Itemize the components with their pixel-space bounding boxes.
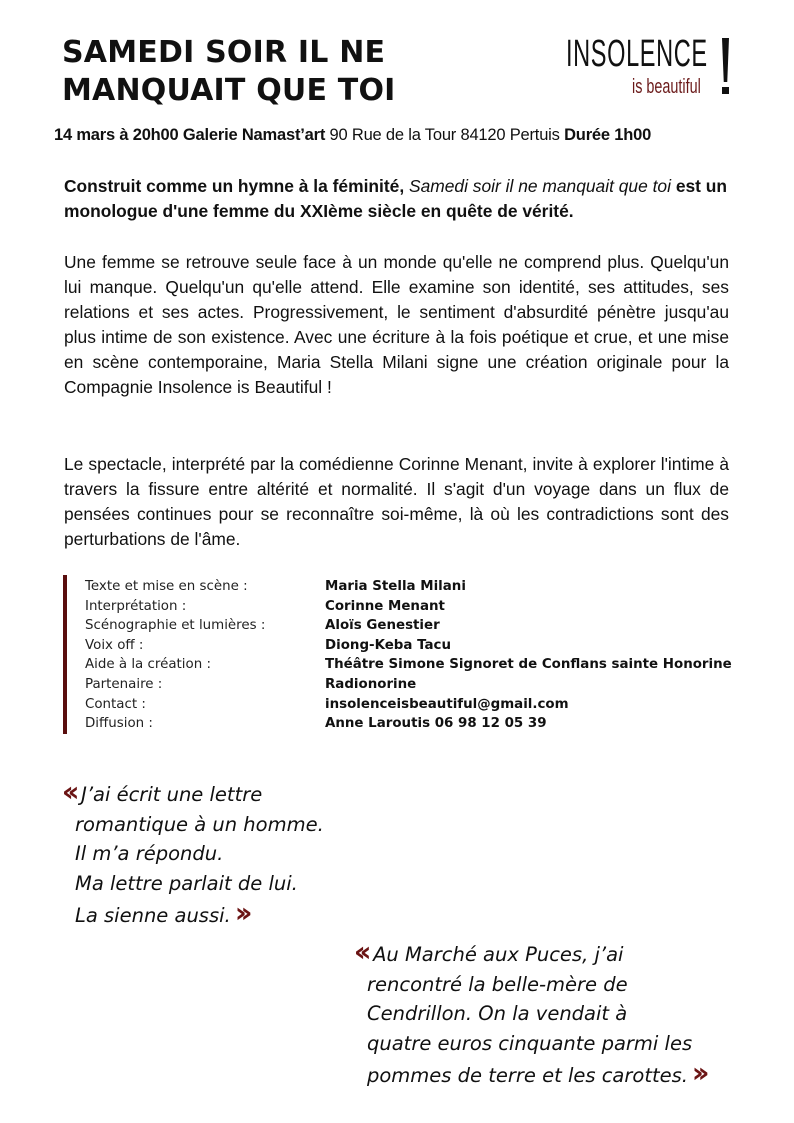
event-venue: Galerie Namast’art xyxy=(182,126,326,144)
quote-1 xyxy=(62,777,324,931)
logo-main-text: INSOLENCE xyxy=(566,33,708,75)
credit-label: Diffusion : xyxy=(85,716,153,732)
credit-label: Partenaire : xyxy=(85,677,163,692)
credit-value: Diong-Keba Tacu xyxy=(325,637,451,653)
page-title xyxy=(62,34,442,110)
quote-2-text-5: pommes de terre et les carottes. xyxy=(367,1064,688,1087)
intro-show-title: Samedi soir il ne manquait que toi xyxy=(409,176,671,196)
logo-exclamation-bar xyxy=(722,38,729,82)
event-date-time: 14 mars à 20h00 xyxy=(54,126,179,144)
quote-2-line-1 xyxy=(354,937,703,970)
quote-1-line-1 xyxy=(62,777,324,810)
quote-1-line-4: Ma lettre parlait de lui. xyxy=(75,871,298,895)
credit-value: Théâtre Simone Signoret de Conflans sainte Honorine xyxy=(325,657,732,673)
open-quote-icon: ‹‹ xyxy=(61,775,74,808)
synopsis-paragraph: Une femme se retrouve seule face à un monde qu'elle ne comprend plus. Quelqu'un lui manque. Quelqu'un qu'elle attend. Elle examine son identité, ses attitudes, ses relations et ses actes. Progressivement, le sentiment d'absurdité pénètre jusqu'au plus intime de son existence. Avec une écriture à la fois poétique et crue, et une mise en scène contemporaine, Maria Stella Milani signe une création originale pour la Compagnie Insolence is Beautiful ! xyxy=(64,252,729,397)
quote-2-line-5 xyxy=(354,1058,703,1091)
quote-1-line-2: romantique à un homme. xyxy=(75,812,324,836)
logo-sub-text: is beautiful xyxy=(632,76,701,98)
company-logo xyxy=(566,34,742,104)
title-line-1: SAMEDI SOIR IL NE xyxy=(62,35,386,70)
credit-value: insolenceisbeautiful@gmail.com xyxy=(325,696,569,712)
open-quote-icon: ‹‹ xyxy=(353,935,366,968)
description-paragraph: Le spectacle, interprété par la comédienne Corinne Menant, invite à explorer l'intime à travers la fissure entre altérité et normalité. Il s'agit d'un voyage dans un flux de pensées continues pour se reconnaître soi-même, là où les contradictions sont des perturbations de l'âme. xyxy=(64,454,729,549)
close-quote-icon: ›› xyxy=(691,1056,704,1089)
credit-label: Scénographie et lumières : xyxy=(85,618,266,634)
quote-2 xyxy=(354,937,703,1091)
quote-1-line-3: Il m’a répondu. xyxy=(75,842,224,865)
title-line-2: MANQUAIT QUE TOI xyxy=(62,73,396,108)
credit-value: Aloïs Genestier xyxy=(325,618,440,634)
credit-label: Voix off : xyxy=(85,637,144,653)
close-quote-icon: ›› xyxy=(234,896,247,929)
credit-value: Anne Laroutis 06 98 12 05 39 xyxy=(325,716,547,732)
event-info xyxy=(54,125,754,145)
logo-exclamation-icon xyxy=(722,38,729,90)
event-address: 90 Rue de la Tour 84120 Pertuis xyxy=(329,126,560,144)
credit-value: Corinne Menant xyxy=(325,598,445,614)
quote-2-line-2: rencontré la belle-mère de xyxy=(367,972,628,996)
quote-1-line-5 xyxy=(62,898,324,931)
event-duration: Durée 1h00 xyxy=(564,126,652,144)
credit-label: Contact : xyxy=(85,696,146,712)
quote-2-line-4: quatre euros cinquante parmi les xyxy=(367,1031,693,1055)
intro-rest: est un monologue d'une femme du XXIème siècle en quête de vérité. xyxy=(64,176,728,221)
credit-label: Aide à la création : xyxy=(85,657,211,673)
credit-value: Radionorine xyxy=(325,677,417,692)
quote-1-text-5: La sienne aussi. xyxy=(75,904,231,927)
quote-1-text-1: J’ai écrit une lettre xyxy=(81,783,263,806)
intro-lead: Construit comme un hymne à la féminité, xyxy=(64,176,405,196)
credit-label: Interprétation : xyxy=(85,598,187,614)
quote-2-text-1: Au Marché aux Puces, j’ai xyxy=(373,943,624,966)
credit-label: Texte et mise en scène : xyxy=(85,579,248,594)
quote-2-line-3: Cendrillon. On la vendait à xyxy=(367,1002,628,1025)
credit-value: Maria Stella Milani xyxy=(325,579,466,594)
credits-block xyxy=(63,575,767,734)
intro-paragraph xyxy=(64,174,729,224)
logo-exclamation-dot xyxy=(722,87,729,94)
